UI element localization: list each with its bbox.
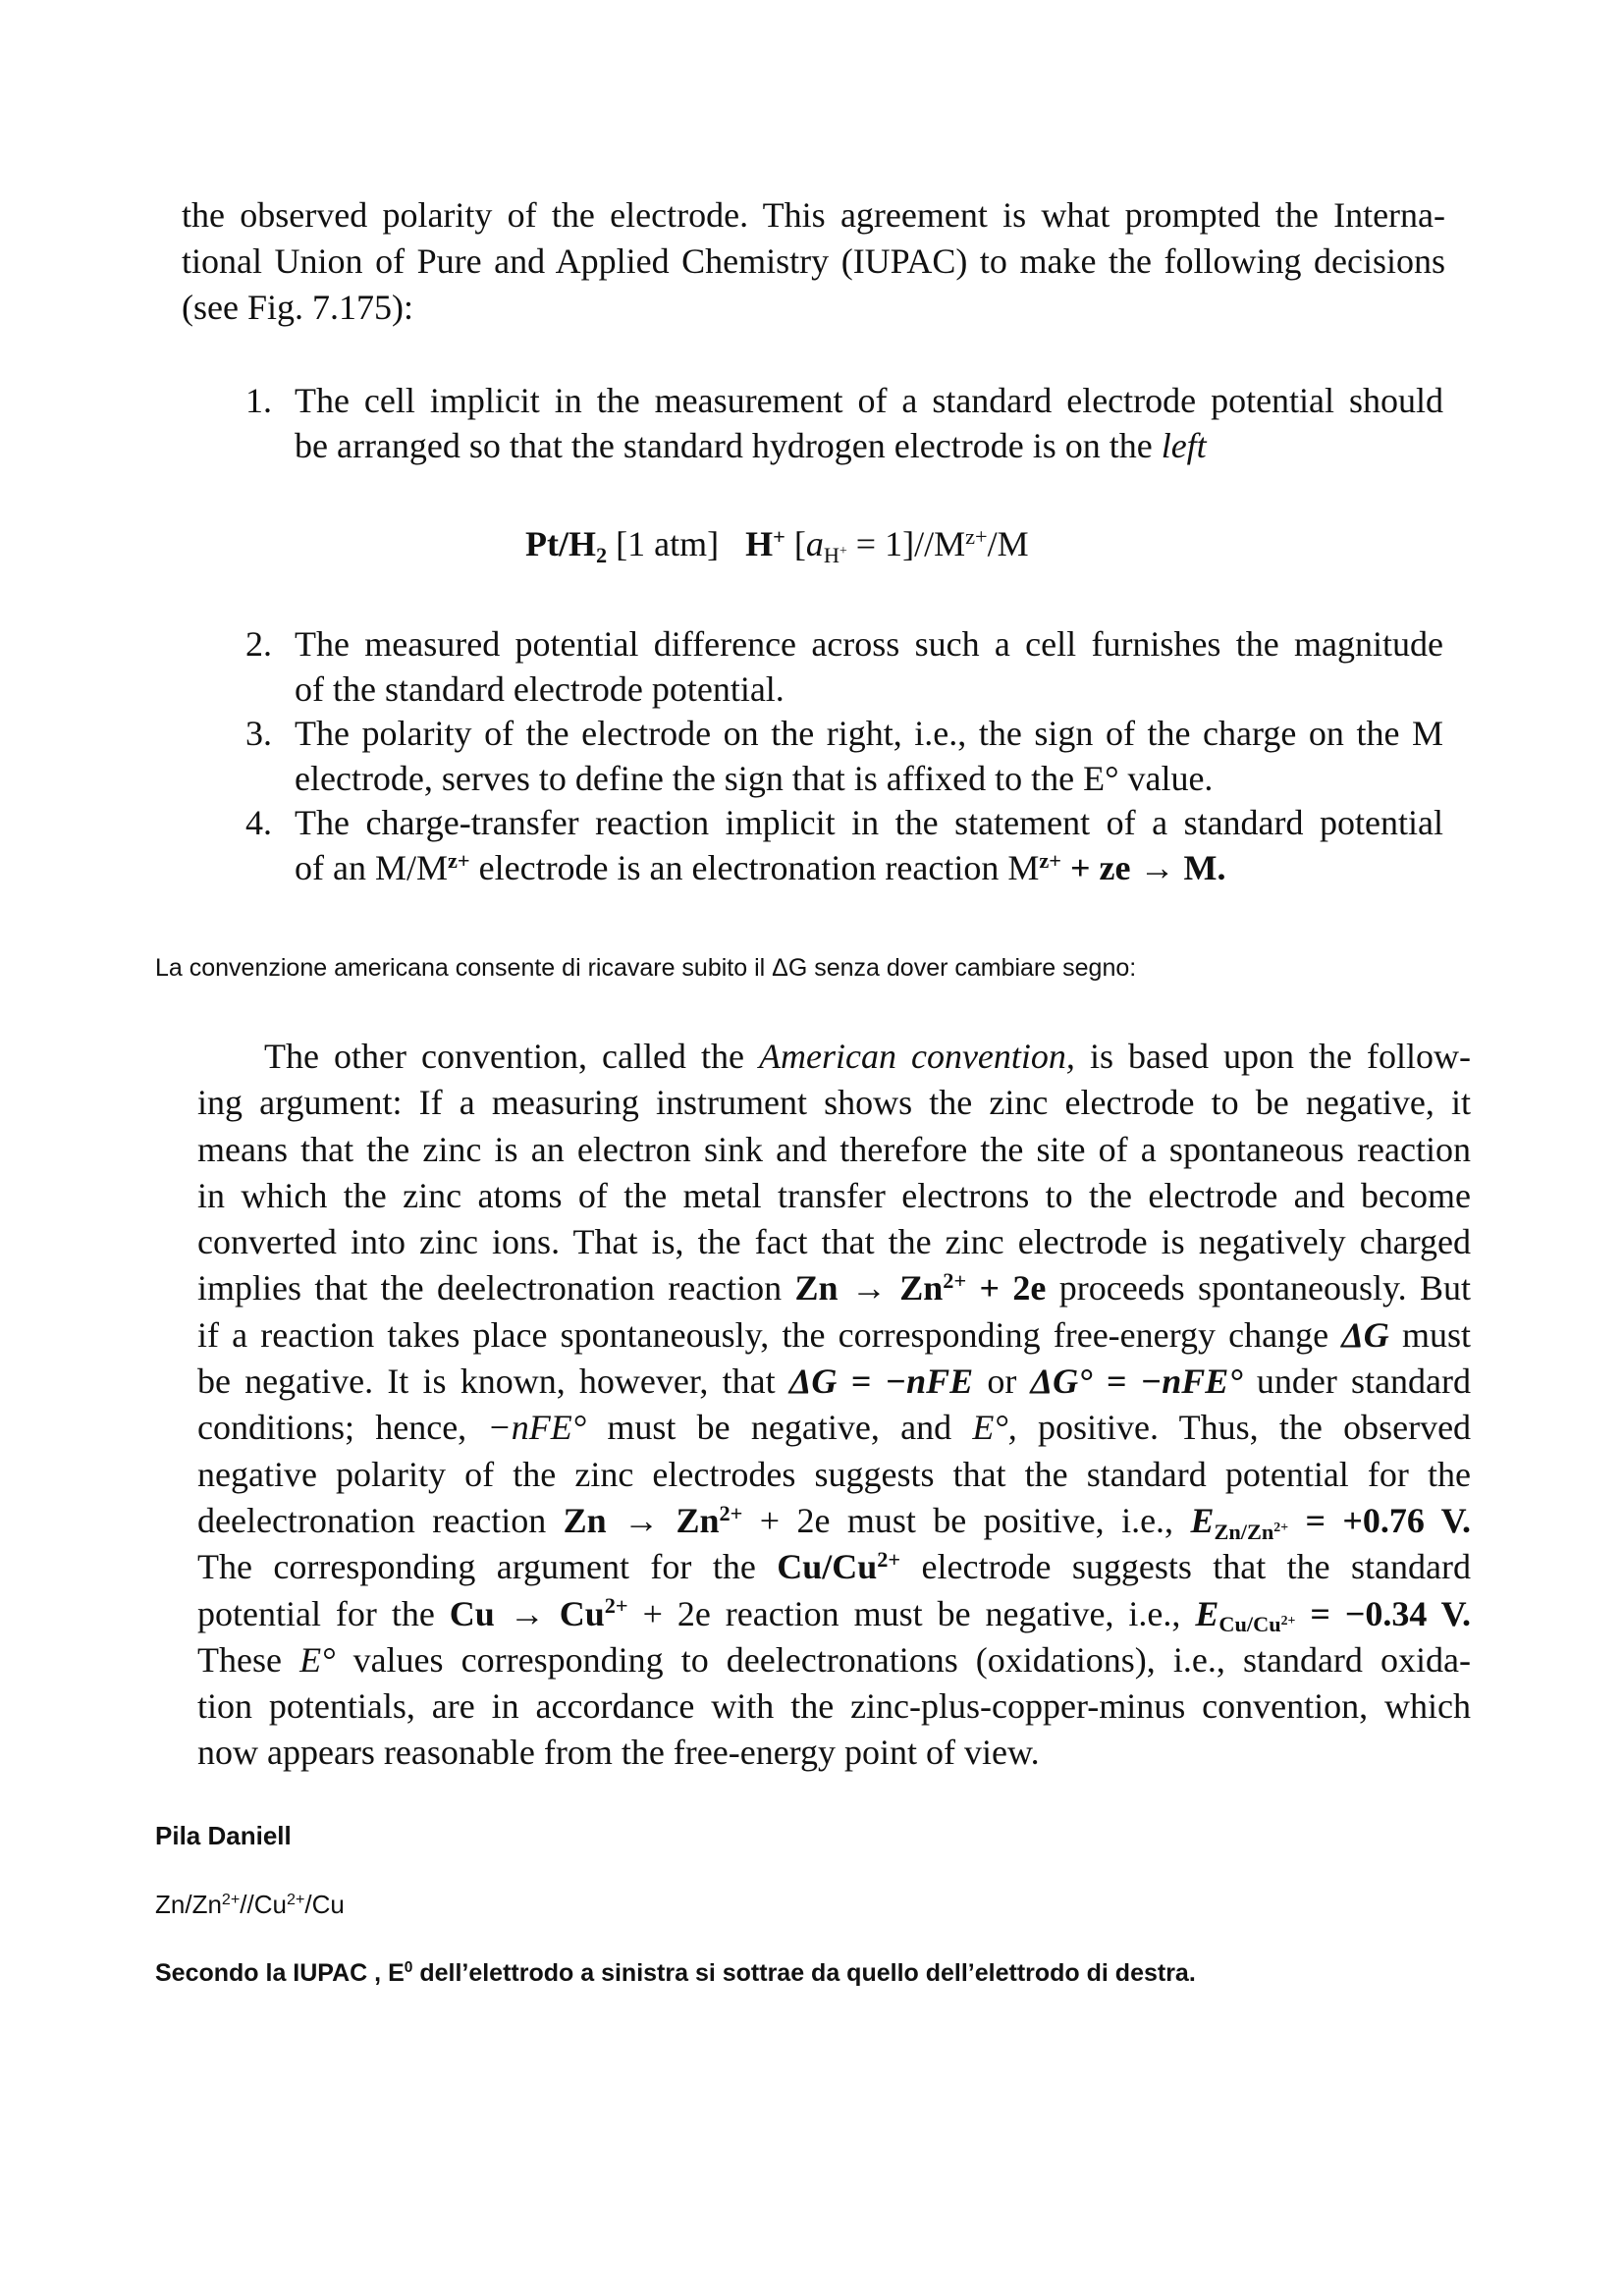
paragraph-line: negative polarity of the zinc electrodes suggests that the standard potential for the bbox=[197, 1454, 1471, 1494]
paragraph-line: implies that the deelectronation reaction $Zn \to Zn^{2+} + 2e$ proceeds spontaneously. But bbox=[197, 1268, 1472, 1308]
list-line: The measured potential difference across such a cell furnishes the magnitude bbox=[295, 624, 1443, 664]
paragraph-line: conditions; hence, −nFE° must be negative, and E°, positive. Thus, the observed bbox=[197, 1408, 1472, 1448]
paragraph-line: These E° values corresponding to deelectronations (oxidations), i.e., standard oxida- bbox=[197, 1639, 1471, 1680]
paragraph-line: if a reaction takes place spontaneously, the corresponding free-energy change ΔG must bbox=[197, 1314, 1471, 1355]
iupac-note: Secondo la IUPAC , $E^0$ dell’elettrodo a sinistra si sottrae da quello dell’elettrodo di destra. bbox=[155, 1959, 1196, 1987]
paragraph-line: means that the zinc is an electron sink and therefore the site of a spontaneous reaction bbox=[197, 1129, 1471, 1169]
list-line: of an $M/M^{z+}$ electrode is an electronation reaction $M^{z+}$ + ze → M. bbox=[295, 847, 1226, 887]
emphasis-left: left bbox=[1161, 426, 1207, 465]
list-item-3 bbox=[245, 711, 1443, 801]
daniell-cell-notation: $Zn/Zn^{2+}//Cu^{2+}/Cu$ bbox=[155, 1890, 345, 1919]
paragraph-line: ing argument: If a measuring instrument shows the zinc electrode to be negative, it bbox=[197, 1083, 1471, 1123]
paragraph-line: tion potentials, are in accordance with the zinc-plus-copper-minus convention, which bbox=[197, 1686, 1471, 1727]
list-line: The cell implicit in the measurement of a standard electrode potential should bbox=[295, 381, 1443, 420]
intro-line: (see Fig. 7.175): bbox=[182, 288, 413, 327]
paragraph-line: The corresponding argument for the $Cu/Cu^{2+}$ electrode suggests that the standard bbox=[197, 1547, 1471, 1587]
paragraph-line: The other convention, called the American convention, is based upon the follow- bbox=[264, 1037, 1472, 1076]
paragraph-line: converted into zinc ions. That is, the fact that the zinc electrode is negatively charged bbox=[197, 1222, 1471, 1262]
list-number: 2. bbox=[245, 624, 272, 664]
paragraph-line: now appears reasonable from the free-energy point of view. bbox=[197, 1733, 1040, 1773]
paragraph-line: be negative. It is known, however, that ΔG = −nFE or ΔG° = −nFE° under standard bbox=[197, 1362, 1472, 1402]
list-item-4 bbox=[245, 800, 1443, 890]
list-line: The charge-transfer reaction implicit in the statement of a standard potential bbox=[295, 803, 1443, 842]
list-line: be arranged so that the standard hydrogen electrode is on the left bbox=[295, 426, 1207, 465]
list-line: The polarity of the electrode on the right, i.e., the sign of the charge on the M bbox=[295, 714, 1443, 753]
intro-paragraph bbox=[182, 192, 1445, 331]
paragraph-line: deelectronation reaction $Zn \to Zn^{2+} + 2e$ must be positive, i.e., $E_{Zn/Zn^{2+}} = +0.76$ V. bbox=[197, 1500, 1472, 1544]
list-item-1 bbox=[245, 378, 1443, 468]
italian-note: La convenzione americana consente di ricavare subito il ΔG senza dover cambiare segno: bbox=[155, 954, 1137, 982]
hydrogen-electrode-formula: $Pt/H_2$ [1 atm] H+ $[a_{H^+} = 1]//M^{z+}/M$ bbox=[525, 523, 1029, 567]
list-line: electrode, serves to define the sign that is affixed to the E° value. bbox=[295, 759, 1214, 798]
list-line: of the standard electrode potential. bbox=[295, 669, 785, 709]
list-item-2 bbox=[245, 621, 1443, 712]
list-number: 1. bbox=[245, 381, 272, 420]
list-number: 3. bbox=[245, 714, 272, 753]
intro-line: the observed polarity of the electrode. This agreement is what prompted the Interna- bbox=[182, 195, 1445, 235]
paragraph-line: in which the zinc atoms of the metal transfer electrons to the electrode and become bbox=[197, 1175, 1471, 1215]
list-number: 4. bbox=[245, 803, 272, 842]
american-convention-paragraph bbox=[197, 1034, 1471, 1777]
pila-daniell-title: Pila Daniell bbox=[155, 1821, 292, 1850]
paragraph-line: potential for the $Cu \to Cu^{2+} + 2e$ reaction must be negative, i.e., $E_{Cu/Cu^{2+}} = -0.34$ V. bbox=[197, 1593, 1472, 1637]
intro-line: tional Union of Pure and Applied Chemistry (IUPAC) to make the following decisions bbox=[182, 241, 1445, 281]
